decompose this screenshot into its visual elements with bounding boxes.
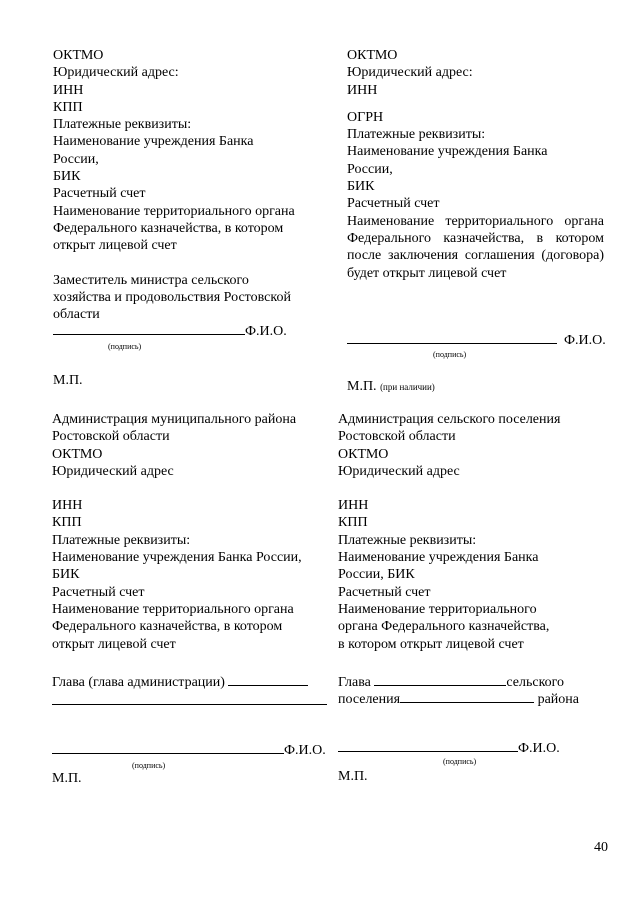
text-line: России, <box>53 151 99 167</box>
text-line: Ростовской области <box>338 429 456 445</box>
text-line: Юридический адрес: <box>347 65 473 81</box>
fio-label: Ф.И.О. <box>245 324 287 339</box>
official-title: хозяйства и продовольствия Ростовской <box>53 289 291 305</box>
text-line: Юридический адрес <box>52 463 174 479</box>
text-line: Федерального казначейства, в котором <box>53 220 284 236</box>
sign-caption: (подпись) <box>108 342 142 351</box>
text-line: Наименование учреждения Банка <box>338 550 539 566</box>
text-line: Администрация сельского поселения <box>338 412 561 427</box>
treasury-paragraph: Наименование территориального органа Федерального казначейства, в котором после заключения соглашения (договора) будет открыт лицевой счет <box>347 213 604 281</box>
stamp-note: (при наличии) <box>380 382 435 392</box>
text-line: в котором открыт лицевой счет <box>338 636 524 652</box>
text-line: Платежные реквизиты: <box>52 532 191 548</box>
text-line: Ростовской области <box>52 429 170 445</box>
text-line: ИНН <box>53 82 84 98</box>
settlement-line <box>338 691 579 708</box>
official-title: области <box>53 307 100 323</box>
district-label: района <box>537 692 579 707</box>
text-line: Наименование территориального органа <box>53 203 295 219</box>
settlement-label: поселения <box>338 692 401 707</box>
fio-label: Ф.И.О. <box>284 743 326 758</box>
text-line: КПП <box>53 99 83 115</box>
stamp-text: М.П. <box>347 379 377 394</box>
text-line: России, БИК <box>338 567 415 583</box>
top-left-signature-line <box>53 323 287 340</box>
stamp-label: М.П. <box>53 373 83 388</box>
text-line: Наименование учреждения Банка <box>347 144 548 160</box>
text-line: России, <box>347 161 393 177</box>
text-line: Платежные реквизиты: <box>338 532 477 548</box>
text-line: БИК <box>347 179 375 195</box>
text-line: ИНН <box>52 498 83 514</box>
text-line: ОГРН <box>347 109 384 125</box>
sign-caption: (подпись) <box>132 761 166 770</box>
text-line: Наименование учреждения Банка России, <box>52 550 302 566</box>
bottom-right-requisites <box>338 411 560 653</box>
text-line: открыт лицевой счет <box>53 238 177 254</box>
top-right-requisites <box>347 47 604 282</box>
text-line: органа Федерального казначейства, <box>338 619 550 635</box>
fio-label: Ф.И.О. <box>518 741 560 756</box>
text-line: Расчетный счет <box>53 186 146 202</box>
text-line: ИНН <box>338 498 369 514</box>
sign-caption: (подпись) <box>433 350 467 359</box>
divider-line <box>52 704 327 705</box>
text-line: КПП <box>338 515 368 531</box>
bottom-right-signature-line <box>338 740 560 757</box>
text-line: открыт лицевой счет <box>52 636 176 652</box>
stamp-label: М.П. <box>338 769 368 784</box>
text-line: Платежные реквизиты: <box>53 117 192 133</box>
head-suffix: сельского <box>506 675 565 690</box>
text-line: Наименование территориального органа <box>52 601 294 617</box>
stamp-label <box>347 378 435 396</box>
fio-label: Ф.И.О. <box>564 333 606 348</box>
text-line: Платежные реквизиты: <box>347 127 486 143</box>
text-line: БИК <box>53 169 81 185</box>
top-left-requisites <box>53 47 295 323</box>
official-title: Заместитель министра сельского <box>53 272 249 288</box>
text-line: Юридический адрес <box>338 463 460 479</box>
text-line: БИК <box>52 567 80 583</box>
head-signature-line <box>338 674 564 691</box>
text-line: Наименование территориального <box>338 601 537 617</box>
text-line: Расчетный счет <box>338 584 431 600</box>
text-line: Администрация муниципального района <box>52 412 297 427</box>
head-label: Глава <box>338 675 371 690</box>
text-line: Юридический адрес: <box>53 65 179 81</box>
head-signature-line <box>52 674 308 691</box>
text-line: ОКТМО <box>53 48 104 63</box>
text-line: Наименование учреждения Банка <box>53 134 254 150</box>
text-line: ОКТМО <box>338 446 389 462</box>
page-number: 40 <box>594 840 608 855</box>
text-line: ОКТМО <box>52 446 103 462</box>
text-line: Расчетный счет <box>347 196 440 212</box>
bottom-left-signature-line <box>52 742 326 759</box>
head-label: Глава (глава администрации) <box>52 675 225 690</box>
stamp-label: М.П. <box>52 771 82 786</box>
bottom-left-requisites <box>52 411 302 653</box>
sign-caption: (подпись) <box>443 757 477 766</box>
top-right-signature-line <box>347 332 606 349</box>
text-line: Федерального казначейства, в котором <box>52 619 283 635</box>
text-line: ОКТМО <box>347 48 398 63</box>
text-line: КПП <box>52 515 82 531</box>
text-line: ИНН <box>347 82 378 98</box>
text-line: Расчетный счет <box>52 584 145 600</box>
